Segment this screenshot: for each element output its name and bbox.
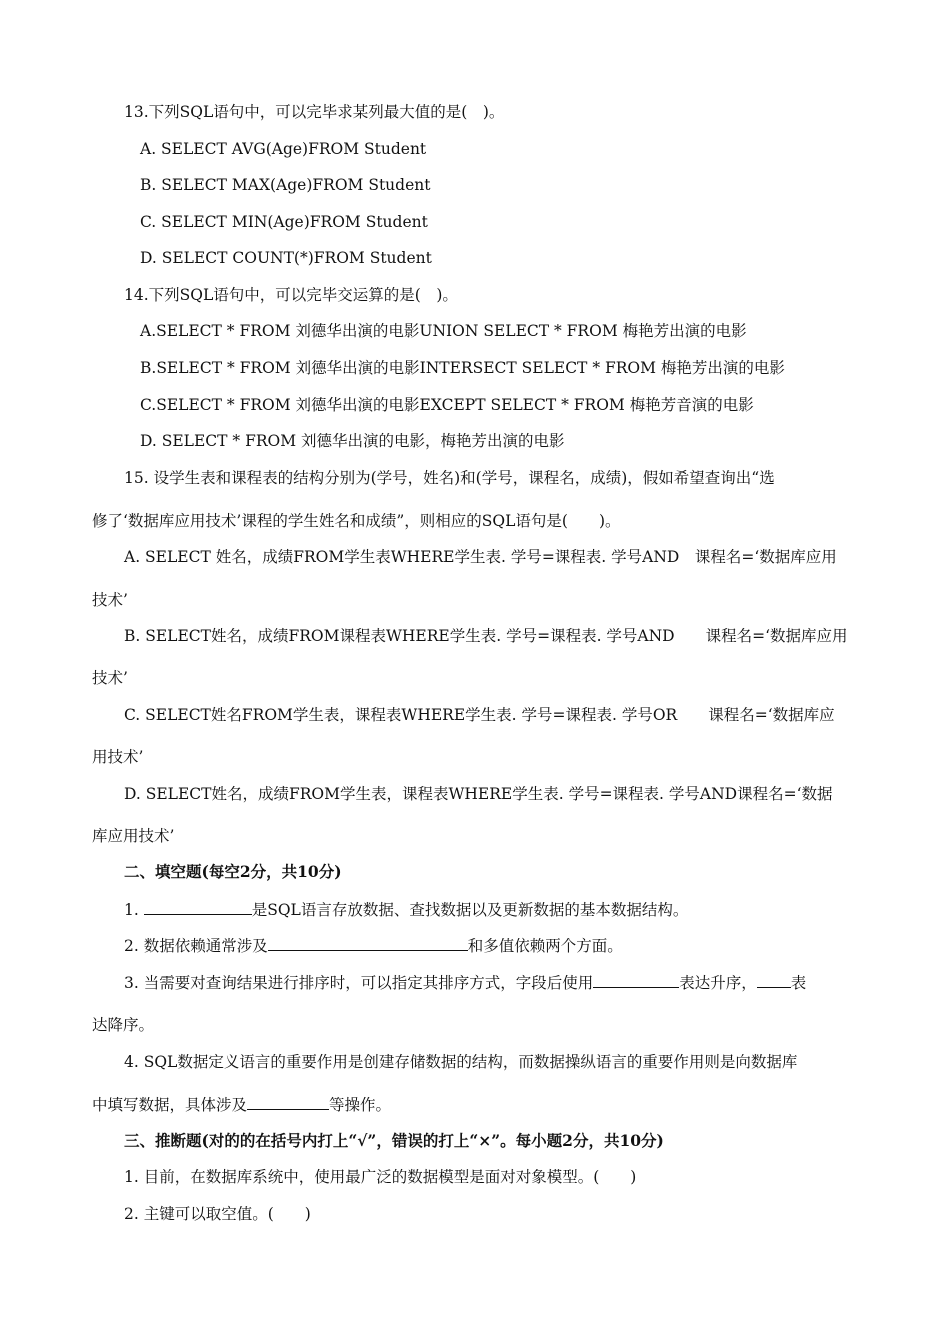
judge-q2: 2. 主键可以取空值。( ) xyxy=(124,1205,311,1223)
q13-option-b: B. SELECT MAX(Age)FROM Student xyxy=(140,176,431,194)
fill-q4-text-before: 中填写数据，具体涉及 xyxy=(92,1096,248,1114)
fill-q3-line2: 达降序。 xyxy=(92,1016,155,1034)
q15-option-b-line2: 技术’ xyxy=(92,669,128,687)
fill-q1 xyxy=(124,899,688,920)
judge-q1: 1. 目前，在数据库系统中，使用最广泛的数据模型是面对对象模型。( ) xyxy=(124,1168,637,1186)
q14-option-d: D. SELECT * FROM 刘德华出演的电影，梅艳芳出演的电影 xyxy=(140,432,565,450)
q15-option-d-line2: 库应用技术’ xyxy=(92,827,175,845)
q13-option-d: D. SELECT COUNT(*)FROM Student xyxy=(140,249,432,267)
fill-q3-text-mid: 表达升序， xyxy=(679,974,757,992)
section3-title: 三、推断题(对的的在括号内打上“√”，错误的打上“×”。每小题2分，共10分) xyxy=(124,1131,664,1150)
q14-option-c: C.SELECT * FROM 刘德华出演的电影EXCEPT SELECT * FROM 梅艳芳音演的电影 xyxy=(140,396,754,414)
q14-stem: 14.下列SQL语句中，可以完毕交运算的是( )。 xyxy=(124,286,458,304)
fill-q1-text: 是SQL语言存放数据、查找数据以及更新数据的基本数据结构。 xyxy=(251,901,689,919)
fill-q1-number: 1. xyxy=(124,901,139,919)
q14-option-a: A.SELECT * FROM 刘德华出演的电影UNION SELECT * FROM 梅艳芳出演的电影 xyxy=(140,322,747,340)
q15-option-c-line2: 用技术’ xyxy=(92,748,144,766)
fill-q1-blank xyxy=(144,899,252,915)
fill-q4-blank xyxy=(247,1094,329,1110)
q15-stem-line1: 15. 设学生表和课程表的结构分别为(学号，姓名)和(学号，课程名，成绩)，假如希望查询出“选 xyxy=(124,469,775,487)
q15-option-d-line1: D. SELECT姓名，成绩FROM学生表，课程表WHERE学生表. 学号=课程表. 学号AND课程名=‘数据 xyxy=(124,785,833,803)
fill-q3 xyxy=(124,972,806,993)
fill-q2-text-before: 2. 数据依赖通常涉及 xyxy=(124,937,268,955)
fill-q2-blank xyxy=(268,935,468,951)
q13-option-a: A. SELECT AVG(Age)FROM Student xyxy=(140,140,427,158)
fill-q4-text-after: 等操作。 xyxy=(329,1096,392,1114)
q14-option-b: B.SELECT * FROM 刘德华出演的电影INTERSECT SELECT * FROM 梅艳芳出演的电影 xyxy=(140,359,785,377)
q13-stem: 13.下列SQL语句中，可以完毕求某列最大值的是( )。 xyxy=(124,103,505,121)
q15-option-c-line1: C. SELECT姓名FROM学生表，课程表WHERE学生表. 学号=课程表. 学号OR 课程名=‘数据库应 xyxy=(124,706,835,724)
q15-option-a-line2: 技术’ xyxy=(92,591,128,609)
q13-option-c: C. SELECT MIN(Age)FROM Student xyxy=(140,213,428,231)
fill-q2-text-after: 和多值依赖两个方面。 xyxy=(467,937,623,955)
fill-q4-line1: 4. SQL数据定义语言的重要作用是创建存储数据的结构，而数据操纵语言的重要作用则是向数据库 xyxy=(124,1053,798,1071)
fill-q3-blank-2 xyxy=(757,972,791,988)
fill-q2 xyxy=(124,935,623,956)
fill-q3-text-after: 表 xyxy=(790,974,807,992)
fill-q4-line2 xyxy=(92,1094,391,1115)
fill-q3-text-before: 3. 当需要对查询结果进行排序时，可以指定其排序方式，字段后使用 xyxy=(124,974,594,992)
q15-option-a-line1: A. SELECT 姓名，成绩FROM学生表WHERE学生表. 学号=课程表. 学号AND 课程名=‘数据库应用 xyxy=(124,548,837,566)
section2-title: 二、填空题(每空2分，共10分) xyxy=(124,862,342,881)
q15-option-b-line1: B. SELECT姓名，成绩FROM课程表WHERE学生表. 学号=课程表. 学号AND 课程名=‘数据库应用 xyxy=(124,627,848,645)
q15-stem-line2: 修了‘数据库应用技术’课程的学生姓名和成绩”，则相应的SQL语句是( )。 xyxy=(92,512,621,530)
fill-q3-blank-1 xyxy=(593,972,679,988)
